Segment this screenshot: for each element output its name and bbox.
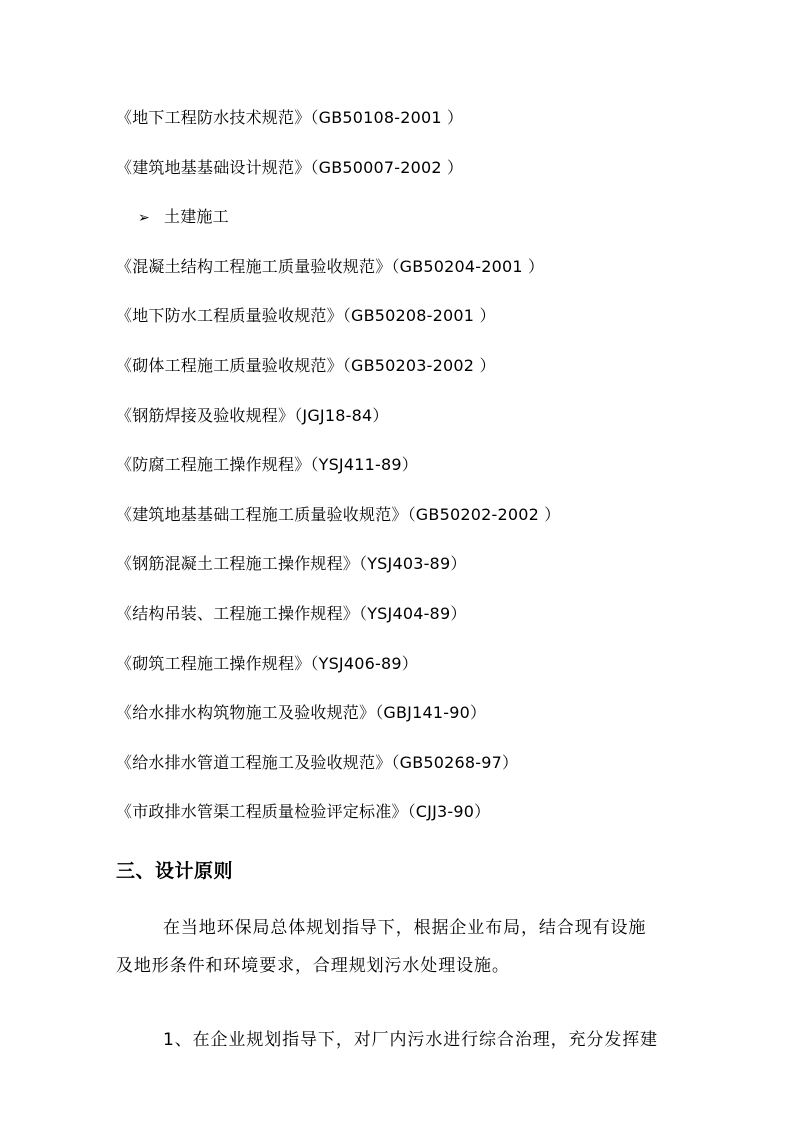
standards-list bbox=[116, 103, 736, 847]
standard-item: 《给水排水构筑物施工及验收规范》（GBJ141-90） bbox=[116, 703, 487, 723]
standard-item: 《砌筑工程施工操作规程》（YSJ406-89） bbox=[116, 653, 418, 673]
standard-item: 《建筑地基基础工程施工质量验收规范》（GB50202-2002 ） bbox=[116, 504, 561, 524]
standard-item: 《建筑地基基础设计规范》（GB50007-2002 ） bbox=[116, 157, 464, 177]
paragraph-item-1 bbox=[116, 1021, 682, 1059]
standard-item: 《市政排水管渠工程质量检验评定标准》（CJJ3-90） bbox=[116, 802, 491, 822]
paragraph-line: 在当地环保局总体规划指导下，根据企业布局，结合现有设施 bbox=[163, 918, 647, 938]
standard-item: 《地下工程防水技术规范》（GB50108-2001 ） bbox=[116, 108, 464, 127]
paragraph-line: 及地形条件和环境要求，合理规划污水处理设施。 bbox=[116, 956, 510, 976]
standard-item: 《钢筋混凝土工程施工操作规程》（YSJ403-89） bbox=[116, 554, 467, 574]
arrow-bullet-icon: ➢ bbox=[138, 210, 150, 227]
standard-item: 《混凝土结构工程施工质量验收规范》（GB50204-2001 ） bbox=[116, 256, 545, 276]
standard-item: 《地下防水工程质量验收规范》（GB50208-2001 ） bbox=[116, 306, 496, 326]
standard-item: 《钢筋焊接及验收规程》（JGJ18-84） bbox=[116, 405, 389, 425]
subheading-civil-construction bbox=[116, 202, 736, 252]
standard-item: 《结构吊装、工程施工操作规程》（YSJ404-89） bbox=[116, 603, 467, 623]
section-title: 三、设计原则 bbox=[116, 860, 234, 882]
standard-item: 《给水排水管道工程施工及验收规范》（GB50268-97） bbox=[116, 752, 519, 772]
standard-item: 《防腐工程施工操作规程》（YSJ411-89） bbox=[116, 455, 418, 475]
standard-item: 《砌体工程施工质量验收规范》（GB50203-2002 ） bbox=[116, 355, 496, 375]
subheading-text: 土建施工 bbox=[164, 207, 229, 227]
paragraph-design-principle bbox=[116, 909, 682, 985]
paragraph-line: 1、在企业规划指导下，对厂内污水进行综合治理，充分发挥建 bbox=[163, 1030, 659, 1050]
